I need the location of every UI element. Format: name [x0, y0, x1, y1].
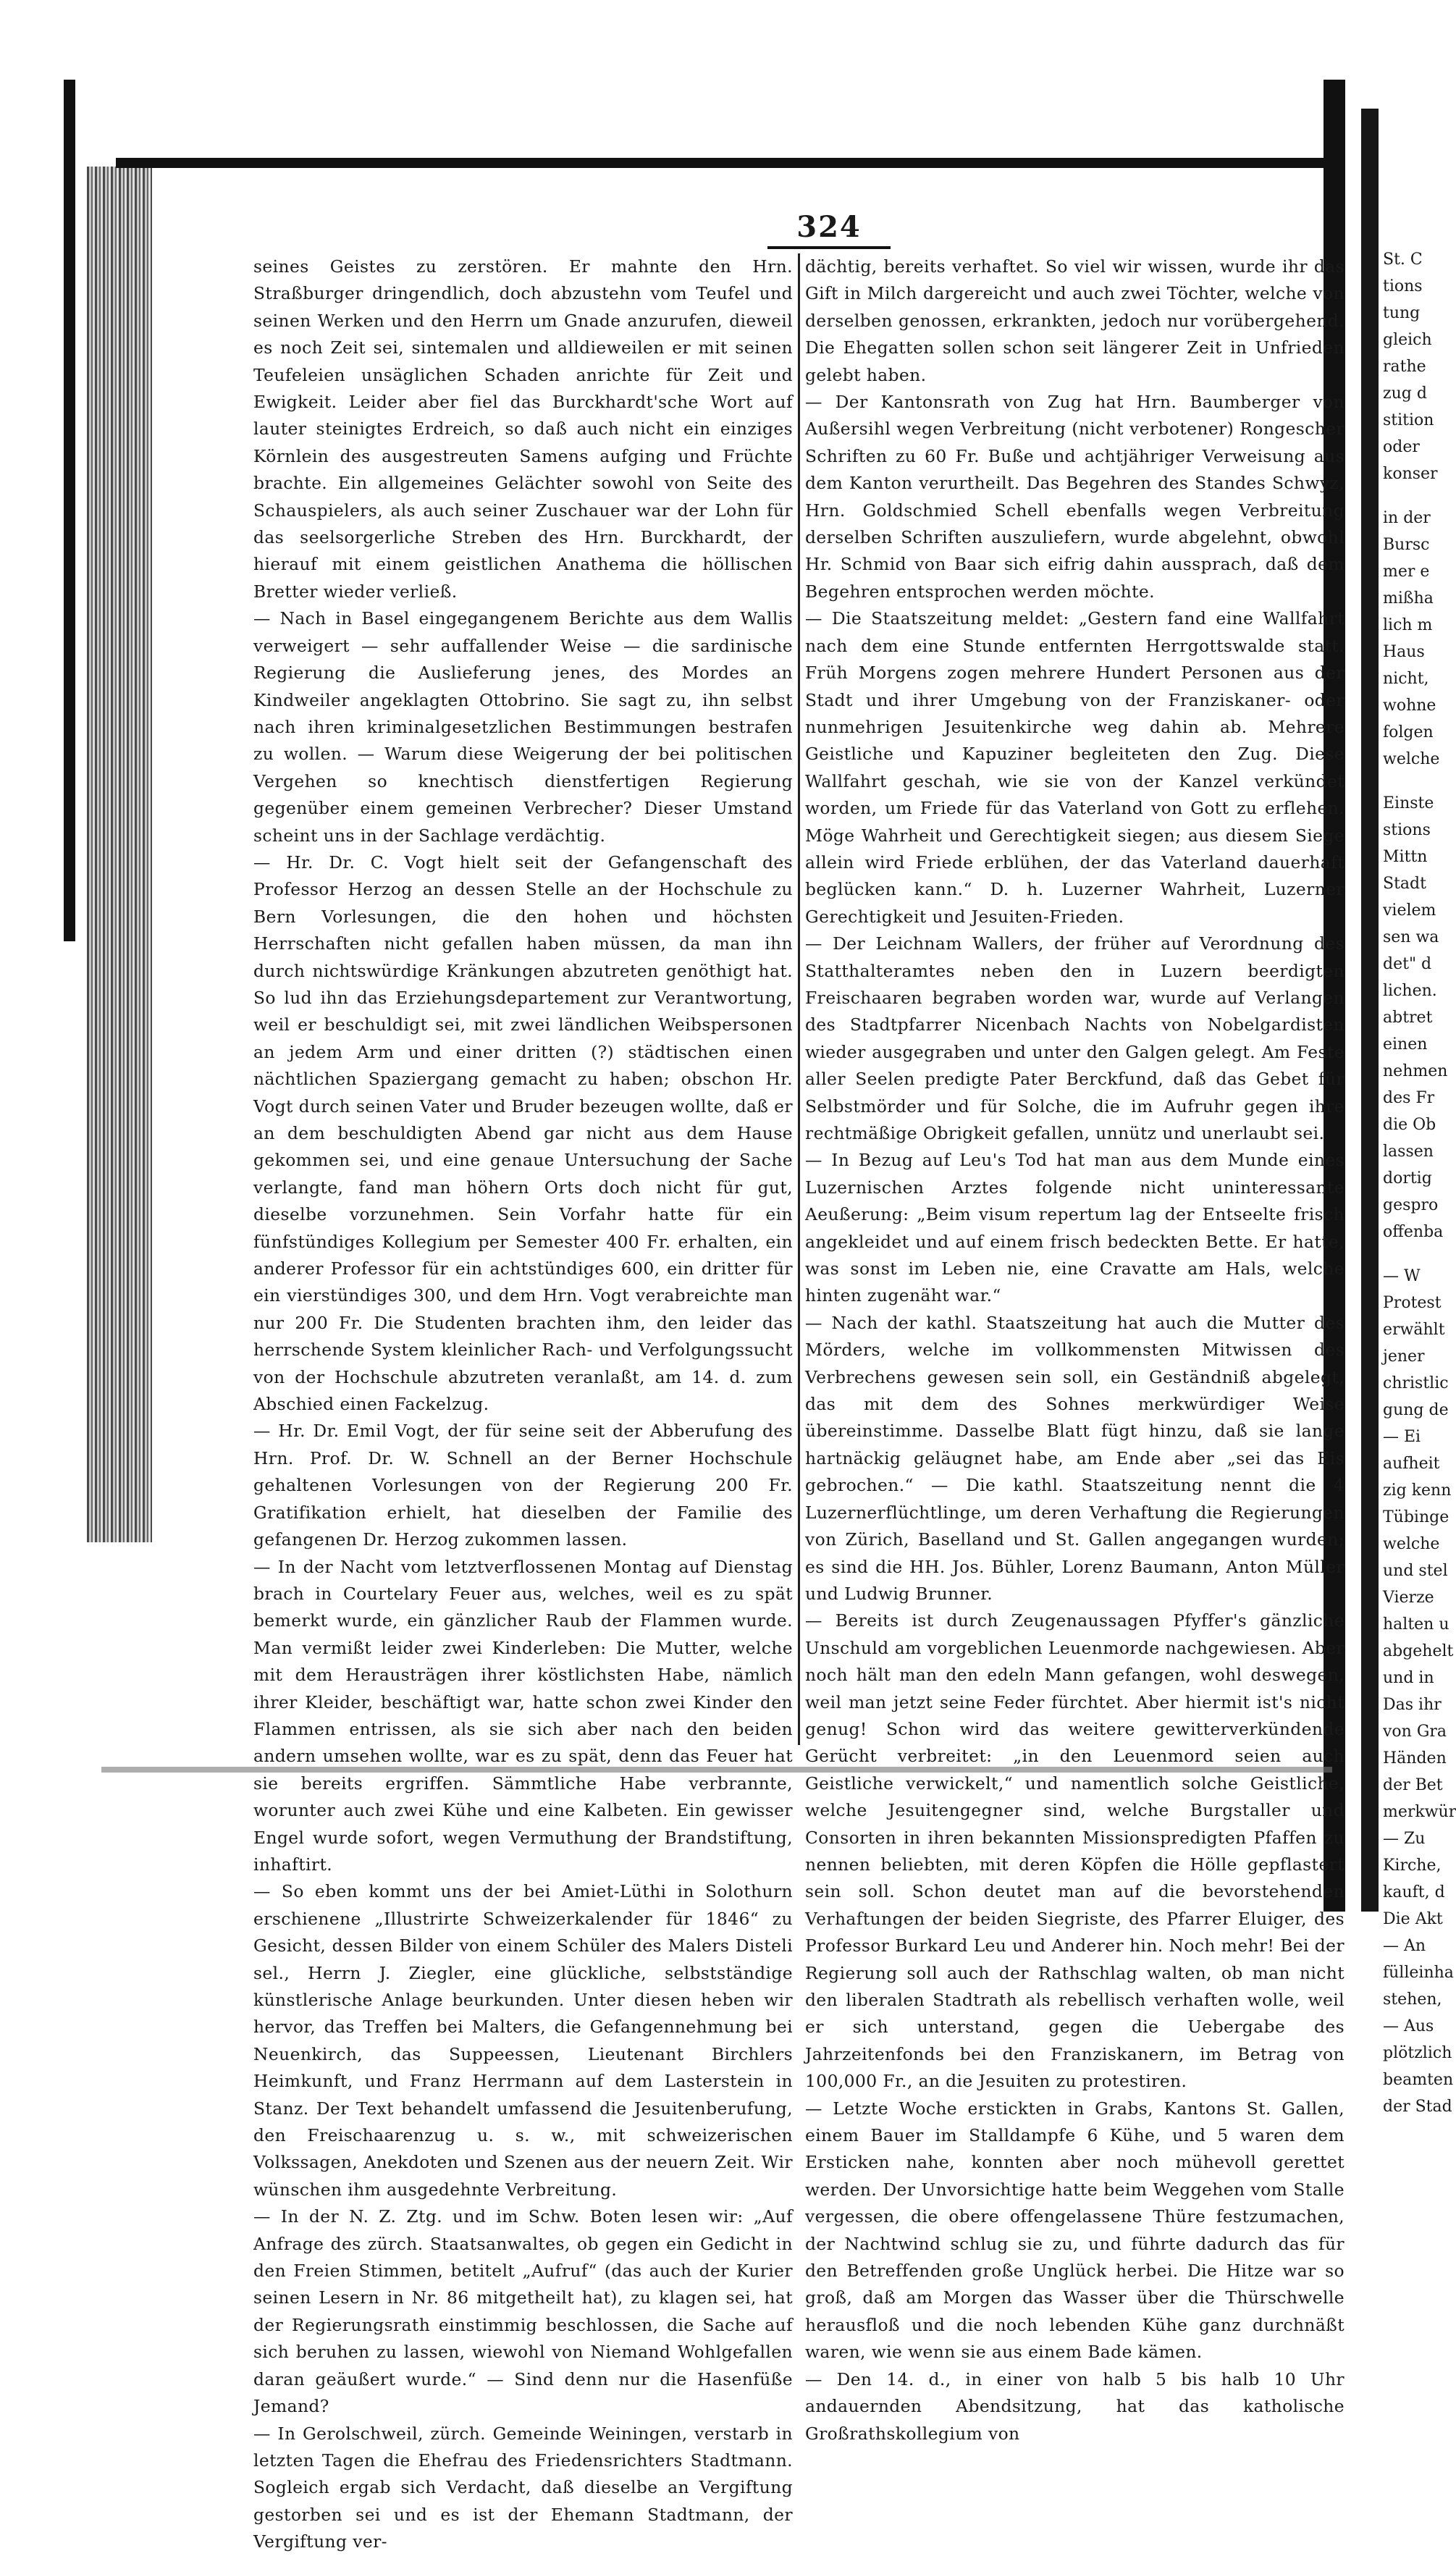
next-page-line: — Aus [1383, 2017, 1434, 2035]
page-number: 324 [796, 210, 862, 244]
next-page-line: tung [1383, 304, 1421, 322]
fragment-gap [1383, 773, 1448, 790]
next-page-line: merkwür [1383, 1803, 1456, 1821]
next-page-line: — Ei [1383, 1428, 1421, 1446]
article-paragraph: — Letzte Woche erstickten in Grabs, Kantons St. Gallen, einem Bauer im Stalldampfe 6 Kühe, und 5 waren dem Ersticken nahe, konnten aber noch mühevoll gerettet werden. Der Unvorsichtige hatte beim Weggehen vom Stalle vergessen, die obere offengelassene Thüre festzumachen, der Nachtwind schlug sie zu, und führte dadurch das für den Betreffenden große Unglück herbei. Die Hitze war so groß, daß am Morgen das Wasser über die Thürschwelle herausfloß und die noch lebenden Kühe ganz durchnäßt waren, wie wenn sie aus einem Bade kämen. [805, 2098, 1345, 2363]
next-page-line: — W [1383, 1267, 1421, 1285]
next-page-line: sen wa [1383, 928, 1439, 946]
next-page-line: mißha [1383, 589, 1434, 608]
article-paragraph: — Hr. Dr. Emil Vogt, der für seine seit der Abberufung des Hrn. Prof. Dr. W. Schnell an der Berner Hochschule gehaltenen Vorlesungen von der Regierung 200 Fr. Gratifikation erhielt, hat dieselben der Familie des gefangenen Dr. Herzog zukommen lassen. [253, 1421, 793, 1550]
fragment-gap [1383, 1245, 1448, 1263]
next-page-line: gleich [1383, 331, 1432, 349]
next-page-line: dortig [1383, 1169, 1432, 1187]
next-page-line: fülleinha [1383, 1964, 1454, 1982]
next-page-line: aufheit [1383, 1455, 1440, 1473]
next-page-line: erwählt [1383, 1321, 1445, 1339]
newspaper-page [253, 210, 1345, 2552]
next-page-line: abgehelt [1383, 1642, 1454, 1660]
next-page-line: rathe [1383, 358, 1426, 376]
page-number-underline [767, 246, 891, 249]
next-page-line: Einste [1383, 794, 1434, 812]
gutter-shadow-2 [1361, 109, 1379, 1912]
right-column [805, 253, 1345, 2444]
article-paragraph: — Nach der kathl. Staatszeitung hat auch die Mutter des Mörders, welche im vollkommensten Mitwissen des Verbrechens gewesen sein soll, ein Geständniß abgelegt, das mit dem des Sohnes merkwürdiger Weise übereinstimme. Dasselbe Blatt fügt hinzu, daß sie lange hartnäckig geläugnet habe, am Ende aber „sei das Eis gebrochen.“ — Die kathl. Staatszeitung nennt die 4 Luzernerflüchtlinge, um deren Verhaftung die Regierungen von Zürich, Baselland und St. Gallen angegangen wurden; es sind die HH. Jos. Bühler, Lorenz Baumann, Anton Müller und Ludwig Brunner. [805, 1312, 1345, 1604]
next-page-line: der Stad [1383, 2098, 1452, 2116]
next-page-line: Die Akt [1383, 1910, 1443, 1928]
next-page-line: von Gra [1383, 1723, 1447, 1741]
next-page-line: Das ihr [1383, 1696, 1442, 1714]
binding-shadow-left [64, 80, 75, 941]
fragment-gap [1383, 487, 1448, 505]
next-page-line: Vierze [1383, 1589, 1434, 1607]
next-page-line: und in [1383, 1669, 1434, 1687]
next-page-line: nicht, [1383, 670, 1429, 688]
next-page-line: in der [1383, 509, 1431, 527]
next-page-line: det" d [1383, 955, 1432, 973]
article-paragraph: — Der Leichnam Wallers, der früher auf Verordnung des Statthalteramtes neben den in Luzern beerdigten Freischaaren begraben worden war, wurde auf Verlangen des Stadtpfarrer Nicenbach Nachts von Nobelgardisten wieder ausgegraben und unter den Galgen gelegt. Am Feste aller Seelen predigte Pater Berckfund, daß das Gebet für Selbstmörder und für Solche, die im Aufruhr gegen ihre rechtmäßige Obrigkeit gefallen, unnütz und unerlaubt sei. [805, 933, 1345, 1143]
article-paragraph: — Die Staatszeitung meldet: „Gestern fand eine Wallfahrt nach dem eine Stunde entfernten Herrgottswalde statt. Früh Morgens zogen mehrere Hundert Personen aus der Stadt und ihrer Umgebung von der Franziskaner- oder nunmehrigen Jesuitenkirche weg dahin ab. Mehrere Geistliche und Kapuziner begleiteten den Zug. Diese Wallfahrt geschah, wie sie von der Kanzel verkündet worden, um Friede für das Vaterland von Gott zu erflehen. Möge Wahrheit und Gerechtigkeit siegen; aus diesem Siege allein wird Friede erblühen, der das Vaterland dauerhaft beglücken kann.“ D. h. Luzerner Wahrheit, Luzerner Gerechtigkeit und Jesuiten-Frieden. [805, 608, 1345, 927]
next-page-line: Haus [1383, 643, 1425, 661]
next-page-line: welche [1383, 750, 1440, 768]
article-paragraph: — In Bezug auf Leu's Tod hat man aus dem Munde eines Luzernischen Arztes folgende nicht uninteressante Aeußerung: „Beim visum repertum lag der Entseelte frisch angekleidet und auf einem frisch bedeckten Bette. Er hatte, was sonst im Leben nie, eine Cravatte am Hals, welche hinten zugenäht war.“ [805, 1150, 1345, 1306]
column-divider [798, 253, 800, 1745]
next-page-line: einen [1383, 1035, 1428, 1054]
next-page-line: zug d [1383, 384, 1427, 403]
next-page-line: stehen, [1383, 1990, 1442, 2009]
next-page-line: wohne [1383, 697, 1436, 715]
next-page-line: tions [1383, 277, 1423, 295]
next-page-line: des Fr [1383, 1089, 1435, 1107]
article-paragraph: — Hr. Dr. C. Vogt hielt seit der Gefangenschaft des Professor Herzog an dessen Stelle an der Hochschule zu Bern Vorlesungen, die den hohen und höchsten Herrschaften nicht gefallen haben müssen, da man ihn durch nichtswürdige Kränkungen abzutreten genöthigt hat. So lud ihn das Erziehungsdepartement zur Verantwortung, weil er beschuldigt sei, mit zwei ländlichen Weibspersonen an jedem Arm und einer dritten (?) städtischen einen nächtlichen Spaziergang gemacht zu haben; obschon Hr. Vogt durch seinen Vater und Bruder bezeugen wollte, daß er an dem beschuldigten Abend gar nicht aus dem Hause gekommen sei, und eine genaue Untersuchung der Sache verlangte, fand man höhern Orts doch nicht für gut, dieselbe vorzunehmen. Sein Vorfahr hatte für ein fünfstündiges Kollegium per Semester 400 Fr. erhalten, ein anderer Professor für ein achtstündiges 600, ein dritter für ein vierstündiges 300, und dem Hrn. Vogt verabreichte man nur 200 Fr. Die Studenten brachten ihm, den leider das herrschende System kleinlicher Rach- und Verfolgungssucht von der Hochschule abzutreten veranlaßt, am 14. d. zum Abschied einen Fackelzug. [253, 852, 793, 1415]
next-page-line: plötzlich [1383, 2044, 1452, 2062]
next-page-line: gung de [1383, 1401, 1449, 1419]
page-edges [87, 167, 152, 1542]
next-page-line: folgen [1383, 723, 1434, 741]
next-page-line: abtret [1383, 1009, 1433, 1027]
next-page-line: — An [1383, 1937, 1426, 1955]
next-page-line: jener [1383, 1348, 1425, 1366]
next-page-line: der Bet [1383, 1776, 1443, 1794]
next-page-line: Kirche, [1383, 1857, 1442, 1875]
next-page-line: stions [1383, 821, 1431, 839]
article-paragraph: dächtig, bereits verhaftet. So viel wir wissen, wurde ihr das Gift in Milch dargereicht und auch zwei Töchter, welche von derselben genossen, erkrankten, jedoch nur vorübergehend. Die Ehegatten sollen schon seit längerer Zeit in Unfrieden gelebt haben. [805, 256, 1345, 385]
article-paragraph: — Bereits ist durch Zeugenaussagen Pfyffer's gänzliche Unschuld am vorgeblichen Leuenmorde nachgewiesen. Aber noch hält man den edeln Mann gefangen, wohl deswegen, weil man jetzt seine Feder fürchtet. Aber hiermit ist's nicht genug! Schon wird das weitere gewitterverkündende Gerücht verbreitet: „in den Leuenmord seien auch Geistliche verwickelt,“ und namentlich solche Geistliche, welche Jesuitengegner sind, welche Burgstaller und Consorten in ihren bekannten Missionspredigten Pfaffen zu nennen beliebten, mit deren Köpfen die Hölle gepflastert sein soll. Schon deutet man auf die bevorstehenden Verhaftungen der beiden Siegriste, des Pfarrer Eluiger, des Professor Burkard Leu und Anderer hin. Noch mehr! Bei der Regierung soll auch der Rathschlag walten, ob man nicht den liberalen Stadtrath als rebellisch verhaften wolle, weil er sich unterstand, gegen die Uebergabe des Jahrzeitenfonds bei den Franziskanern, im Betrag von 100,000 Fr., an die Jesuiten zu protestiren. [805, 1610, 1345, 2092]
next-page-line: vielem [1383, 901, 1436, 920]
next-page-line: lichen. [1383, 982, 1437, 1000]
next-page-line: und stel [1383, 1562, 1448, 1580]
next-page-line: konser [1383, 465, 1438, 483]
article-paragraph: — In Gerolschweil, zürch. Gemeinde Weiningen, verstarb in letzten Tagen die Ehefrau des Friedensrichters Stadtmann. Sogleich ergab sich Verdacht, daß dieselbe an Vergiftung gestorben sei und es ist der Ehemann Stadtmann, der Vergiftung ver- [253, 2423, 793, 2552]
next-page-line: Stadt [1383, 875, 1426, 893]
next-page-line: Händen [1383, 1749, 1447, 1767]
next-page-line: zig kenn [1383, 1481, 1452, 1500]
next-page-line: die Ob [1383, 1116, 1436, 1134]
next-page-line: Protest [1383, 1294, 1442, 1312]
next-page-line: stition [1383, 411, 1434, 429]
next-page-line: Tübinge [1383, 1508, 1449, 1526]
next-page-line: offenba [1383, 1223, 1444, 1241]
top-border-rule [116, 158, 1329, 168]
left-column [253, 253, 793, 2552]
next-page-line: mer e [1383, 563, 1430, 581]
next-page-line: Mittn [1383, 848, 1428, 866]
article-paragraph: — Nach in Basel eingegangenem Berichte aus dem Wallis verweigert — sehr auffallender Weise — die sardinische Regierung die Auslieferung jenes, des Mordes an Kindweiler angeklagten Ottobrino. Sie sagt zu, ihn selbst nach ihren kriminalgesetzlichen Bestimmungen bestrafen zu wollen. — Warum diese Weigerung der bei politischen Vergehen so knechtisch dienstfertigen Regierung gegenüber einem gemeinen Verbrecher? Dieser Umstand scheint uns in der Sachlage verdächtig. [253, 608, 793, 846]
next-page-line: welche [1383, 1535, 1440, 1553]
article-paragraph: — So eben kommt uns der bei Amiet-Lüthi in Solothurn erschienene „Illustrirte Schweizerkalender für 1846“ zu Gesicht, dessen Bilder von einem Schüler des Malers Disteli sel., Herrn J. Ziegler, eine glückliche, selbstständige künstlerische Anlage beurkunden. Unter diesen heben wir hervor, das Treffen bei Malters, die Gefangennehmung bei Neuenkirch, das Suppeessen, Lieutenant Birchlers Heimkunft, und Franz Herrmann auf dem Lasterstein in Stanz. Der Text behandelt umfassend die Jesuitenberufung, den Freischaarenzug u. s. w., mit schweizerischen Volkssagen, Anekdoten und Szenen aus der neuern Zeit. Wir wünschen ihm ausgedehnte Verbreitung. [253, 1881, 793, 2200]
next-page-line: nehmen [1383, 1062, 1448, 1080]
article-paragraph: — Der Kantonsrath von Zug hat Hrn. Baumberger von Außersihl wegen Verbreitung (nicht verbotener) Rongescher Schriften zu 60 Fr. Buße und achtjähriger Verweisung aus dem Kanton verurtheilt. Das Begehren des Standes Schwyz, Hrn. Goldschmied Schell ebenfalls wegen Verbreitung derselben Schriften auszuliefern, wurde abgelehnt, obwohl Hr. Schmid von Baar sich eifrig dahin aussprach, daß dem Begehren entsprochen werden möchte. [805, 392, 1345, 602]
next-page-line: halten u [1383, 1615, 1449, 1634]
article-paragraph: seines Geistes zu zerstören. Er mahnte den Hrn. Straßburger dringendlich, doch abzustehn vom Teufel und seinen Werken und den Herrn um Gnade anzurufen, dieweil es noch Zeit sei, sintemalen und alldieweilen er mit seinen Teufeleien unsäglichen Schaden anrichte für Zeit und Ewigkeit. Leider aber fiel das Burckhardt'sche Wort auf lauter steinigtes Erdreich, so daß auch nicht ein einziges Körnlein des ausgestreuten Samens aufging und Früchte brachte. Ein allgemeines Gelächter sowohl von Seite des Schauspielers, als auch seiner Zuschauer war der Lohn für das seelsorgerliche Streben des Hrn. Burckhardt, der hierauf mit einem geistlichen Anathema die höllischen Bretter wieder verließ. [253, 256, 793, 602]
article-paragraph: — In der N. Z. Ztg. und im Schw. Boten lesen wir: „Auf Anfrage des zürch. Staatsanwaltes, ob gegen ein Gedicht in den Freien Stimmen, betitelt „Aufruf“ (das auch der Kurier seinen Lesern in Nr. 86 mitgetheilt hat), zu klagen sei, hat der Regierungsrath einstimmig beschlossen, die Sache auf sich beruhen zu lassen, wiewohl von Niemand Wohlgefallen daran geäußert wurde.“ — Sind denn nur die Hasenfüße Jemand? [253, 2206, 793, 2417]
next-page-line: beamten [1383, 2071, 1454, 2089]
next-page-line: — Zu [1383, 1830, 1426, 1848]
next-page-line: Bursc [1383, 536, 1430, 554]
next-page-fragment [1383, 246, 1456, 2116]
next-page-line: christlic [1383, 1374, 1449, 1392]
scan-margin-top [0, 0, 1448, 80]
next-page-line: St. C [1383, 251, 1423, 269]
article-paragraph: — Den 14. d., in einer von halb 5 bis halb 10 Uhr andauernden Abendsitzung, hat das katholische Großrathskollegium von [805, 2368, 1345, 2444]
next-page-line: lich m [1383, 616, 1433, 634]
next-page-line: oder [1383, 438, 1420, 456]
article-paragraph: — In der Nacht vom letztverflossenen Montag auf Dienstag brach in Courtelary Feuer aus, welches, weil es zu spät bemerkt wurde, ein gänzlicher Raub der Flammen wurde. Man vermißt leider zwei Kinderleben: Die Mutter, welche mit dem Herausträgen ihrer köstlichsten Habe, nämlich ihrer Kleider, beschäftigt war, hatte schon zwei Kinder den Flammen entrissen, als sie sich aber nach den beiden andern umsehen wollte, war es zu spät, denn das Feuer hat sie bereits ergriffen. Sämmtliche Habe verbrannte, worunter auch zwei Kühe und eine Kalbeten. Ein gewisser Engel wurde sofort, wegen Vermuthung der Brandstiftung, inhaftirt. [253, 1556, 793, 1875]
next-page-line: gespro [1383, 1196, 1439, 1214]
next-page-line: kauft, d [1383, 1883, 1445, 1901]
next-page-line: lassen [1383, 1143, 1434, 1161]
